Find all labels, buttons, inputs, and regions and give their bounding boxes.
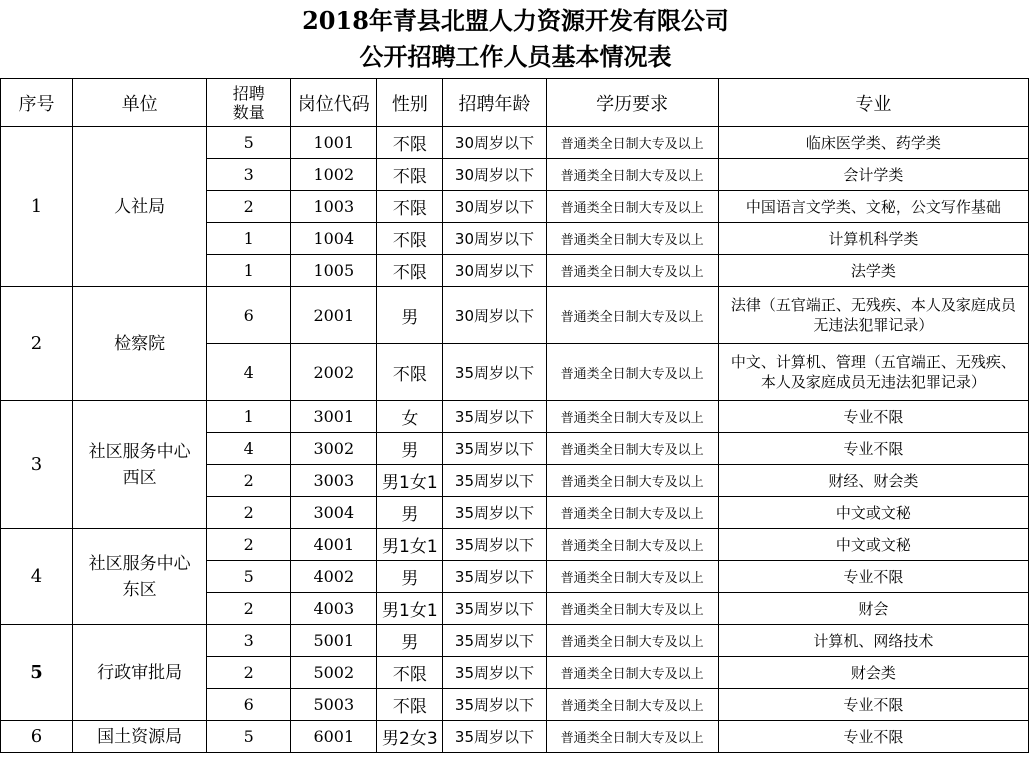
major-line1: 中国语言文学类、文秘，公文写作基础	[745, 197, 1001, 216]
cell-edu: 普通类全日制大专及以上	[546, 255, 718, 287]
cell-count: 2	[207, 529, 291, 561]
cell-age: 30周岁以下	[443, 159, 546, 191]
cell-age: 35周岁以下	[443, 433, 546, 465]
cell-edu: 普通类全日制大专及以上	[546, 344, 718, 401]
cell-code: 2001	[291, 287, 377, 344]
cell-gender: 不限	[377, 255, 443, 287]
cell-code: 5001	[291, 625, 377, 657]
unit-line1: 社区服务中心	[88, 441, 191, 462]
cell-count: 2	[207, 465, 291, 497]
cell-count: 5	[207, 721, 291, 753]
cell-age: 30周岁以下	[443, 287, 546, 344]
cell-major	[718, 529, 1028, 561]
cell-seq: 1	[1, 127, 73, 287]
cell-unit	[73, 287, 207, 401]
table-row	[1, 529, 1029, 561]
cell-gender: 不限	[377, 689, 443, 721]
cell-major	[718, 401, 1028, 433]
cell-count: 3	[207, 159, 291, 191]
cell-code: 1005	[291, 255, 377, 287]
cell-code: 5002	[291, 657, 377, 689]
cell-count: 1	[207, 255, 291, 287]
cell-gender: 男	[377, 625, 443, 657]
header-seq: 序号	[1, 79, 73, 127]
cell-age: 30周岁以下	[443, 191, 546, 223]
cell-count: 5	[207, 561, 291, 593]
major-line1: 财会类	[850, 663, 896, 682]
document-subtitle: 公开招聘工作人员基本情况表	[359, 42, 672, 71]
cell-code: 3004	[291, 497, 377, 529]
cell-major	[718, 255, 1028, 287]
cell-code: 3001	[291, 401, 377, 433]
unit-line1: 检察院	[114, 333, 166, 354]
cell-major	[718, 625, 1028, 657]
cell-major	[718, 721, 1028, 753]
cell-code: 4001	[291, 529, 377, 561]
cell-age: 35周岁以下	[443, 497, 546, 529]
cell-gender: 男1女1	[377, 593, 443, 625]
cell-count: 3	[207, 625, 291, 657]
header-count-line1: 招聘	[232, 83, 265, 103]
major-line1: 法律（五官端正、无残疾、本人及家庭成员	[730, 296, 1016, 314]
cell-gender: 男	[377, 287, 443, 344]
cell-count: 2	[207, 191, 291, 223]
cell-edu: 普通类全日制大专及以上	[546, 191, 718, 223]
cell-count: 2	[207, 593, 291, 625]
major-line1: 专业不限	[843, 439, 904, 458]
major-line1: 专业不限	[843, 407, 904, 426]
cell-gender: 男	[377, 561, 443, 593]
unit-line2: 西区	[122, 467, 157, 488]
header-major: 专业	[718, 79, 1028, 127]
cell-age: 35周岁以下	[443, 529, 546, 561]
major-line2: 本人及家庭成员无违法犯罪记录）	[760, 373, 986, 391]
cell-gender: 不限	[377, 223, 443, 255]
unit-line1: 国土资源局	[97, 726, 183, 747]
cell-count: 4	[207, 433, 291, 465]
cell-gender: 男1女1	[377, 465, 443, 497]
cell-seq: 2	[1, 287, 73, 401]
cell-gender: 男	[377, 433, 443, 465]
cell-code: 1004	[291, 223, 377, 255]
cell-gender: 不限	[377, 191, 443, 223]
cell-major	[718, 127, 1028, 159]
cell-count: 5	[207, 127, 291, 159]
header-code: 岗位代码	[291, 79, 377, 127]
header-row	[1, 79, 1029, 127]
cell-code: 3003	[291, 465, 377, 497]
cell-gender: 男	[377, 497, 443, 529]
cell-count: 6	[207, 287, 291, 344]
cell-edu: 普通类全日制大专及以上	[546, 721, 718, 753]
major-line1: 专业不限	[843, 727, 904, 746]
cell-major	[718, 433, 1028, 465]
cell-count: 2	[207, 657, 291, 689]
major-line1: 中文或文秘	[835, 535, 911, 554]
cell-gender: 女	[377, 401, 443, 433]
cell-age: 35周岁以下	[443, 625, 546, 657]
cell-age: 35周岁以下	[443, 689, 546, 721]
cell-code: 6001	[291, 721, 377, 753]
cell-unit	[73, 625, 207, 721]
cell-edu: 普通类全日制大专及以上	[546, 287, 718, 344]
cell-seq: 4	[1, 529, 73, 625]
cell-age: 35周岁以下	[443, 401, 546, 433]
header-gender: 性别	[377, 79, 443, 127]
unit-line1: 行政审批局	[97, 662, 183, 683]
cell-count: 4	[207, 344, 291, 401]
cell-edu: 普通类全日制大专及以上	[546, 223, 718, 255]
cell-unit	[73, 401, 207, 529]
major-line1: 计算机科学类	[828, 229, 919, 248]
cell-edu: 普通类全日制大专及以上	[546, 401, 718, 433]
cell-code: 4003	[291, 593, 377, 625]
unit-line1: 人社局	[114, 196, 166, 217]
cell-gender: 不限	[377, 127, 443, 159]
cell-seq: 3	[1, 401, 73, 529]
cell-edu: 普通类全日制大专及以上	[546, 127, 718, 159]
cell-count: 1	[207, 223, 291, 255]
table-row	[1, 401, 1029, 433]
cell-unit	[73, 127, 207, 287]
major-line1: 计算机、网络技术	[813, 631, 934, 650]
cell-unit	[73, 529, 207, 625]
cell-count: 2	[207, 497, 291, 529]
document-title: 2018年青县北盟人力资源开发有限公司	[302, 6, 729, 35]
cell-code: 1001	[291, 127, 377, 159]
major-line1: 中文或文秘	[835, 503, 911, 522]
cell-edu: 普通类全日制大专及以上	[546, 689, 718, 721]
cell-edu: 普通类全日制大专及以上	[546, 159, 718, 191]
major-line1: 临床医学类、药学类	[805, 133, 941, 152]
cell-code: 1003	[291, 191, 377, 223]
major-line1: 中文、计算机、管理（五官端正、无残疾、	[730, 353, 1016, 371]
major-line1: 财经、财会类	[828, 471, 919, 490]
cell-code: 5003	[291, 689, 377, 721]
cell-count: 6	[207, 689, 291, 721]
cell-seq: 5	[1, 625, 73, 721]
cell-edu: 普通类全日制大专及以上	[546, 657, 718, 689]
major-line1: 会计学类	[843, 165, 904, 184]
table-row	[1, 625, 1029, 657]
cell-major	[718, 344, 1028, 401]
major-line1: 财会	[858, 599, 889, 618]
cell-edu: 普通类全日制大专及以上	[546, 561, 718, 593]
cell-age: 35周岁以下	[443, 465, 546, 497]
header-count-line2: 数量	[232, 102, 265, 122]
cell-edu: 普通类全日制大专及以上	[546, 465, 718, 497]
cell-gender: 男2女3	[377, 721, 443, 753]
cell-age: 30周岁以下	[443, 127, 546, 159]
major-line1: 专业不限	[843, 567, 904, 586]
major-line2: 无违法犯罪记录）	[813, 316, 934, 334]
cell-major	[718, 593, 1028, 625]
cell-gender: 不限	[377, 657, 443, 689]
table-body	[1, 127, 1029, 753]
cell-code: 3002	[291, 433, 377, 465]
cell-major	[718, 159, 1028, 191]
cell-gender: 男1女1	[377, 529, 443, 561]
cell-gender: 不限	[377, 344, 443, 401]
unit-line2: 东区	[122, 579, 157, 600]
cell-major	[718, 465, 1028, 497]
cell-code: 4002	[291, 561, 377, 593]
table-row	[1, 721, 1029, 753]
cell-unit	[73, 721, 207, 753]
major-line1: 专业不限	[843, 695, 904, 714]
cell-code: 2002	[291, 344, 377, 401]
cell-age: 30周岁以下	[443, 223, 546, 255]
cell-age: 35周岁以下	[443, 344, 546, 401]
cell-code: 1002	[291, 159, 377, 191]
cell-major	[718, 497, 1028, 529]
recruitment-table	[0, 78, 1029, 753]
cell-major	[718, 223, 1028, 255]
cell-major	[718, 191, 1028, 223]
cell-edu: 普通类全日制大专及以上	[546, 497, 718, 529]
major-line1: 法学类	[850, 261, 896, 280]
cell-count: 1	[207, 401, 291, 433]
table-row	[1, 127, 1029, 159]
table-row	[1, 287, 1029, 344]
cell-seq: 6	[1, 721, 73, 753]
cell-major	[718, 287, 1028, 344]
cell-edu: 普通类全日制大专及以上	[546, 529, 718, 561]
cell-edu: 普通类全日制大专及以上	[546, 593, 718, 625]
cell-age: 35周岁以下	[443, 561, 546, 593]
header-age: 招聘年龄	[443, 79, 546, 127]
unit-line1: 社区服务中心	[88, 553, 191, 574]
cell-major	[718, 657, 1028, 689]
header-edu: 学历要求	[546, 79, 718, 127]
cell-age: 35周岁以下	[443, 593, 546, 625]
header-unit: 单位	[73, 79, 207, 127]
cell-major	[718, 561, 1028, 593]
header-count	[207, 79, 291, 127]
cell-edu: 普通类全日制大专及以上	[546, 625, 718, 657]
cell-age: 35周岁以下	[443, 721, 546, 753]
cell-age: 35周岁以下	[443, 657, 546, 689]
cell-edu: 普通类全日制大专及以上	[546, 433, 718, 465]
cell-age: 30周岁以下	[443, 255, 546, 287]
cell-gender: 不限	[377, 159, 443, 191]
cell-major	[718, 689, 1028, 721]
